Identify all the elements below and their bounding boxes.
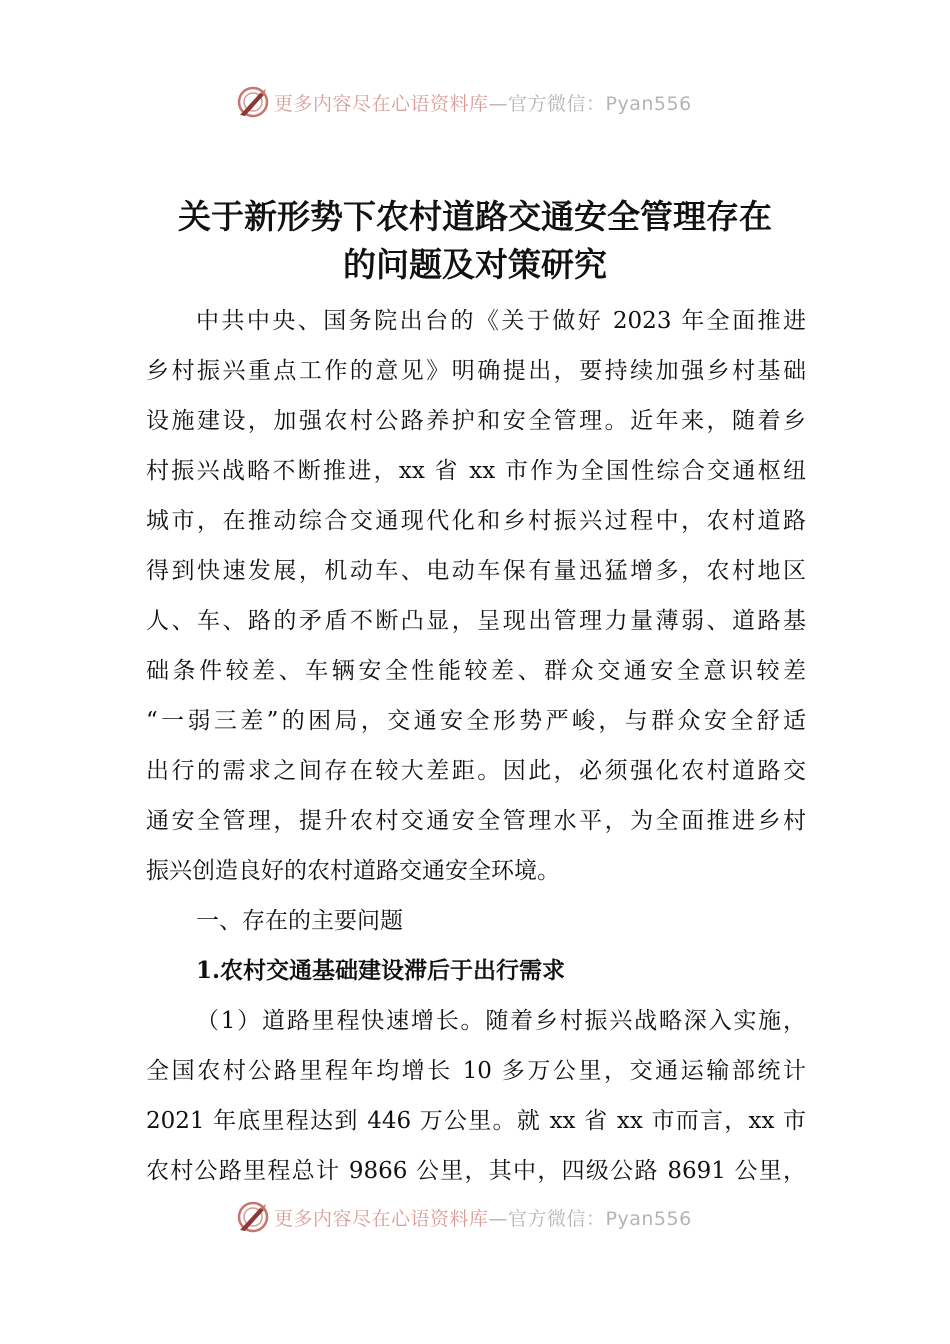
subsection-heading: 1.农村交通基础建设滞后于出行需求 — [196, 957, 566, 984]
watermark-grey-text: —官方微信：Pyan556 — [488, 1207, 692, 1230]
watermark-red-text: 更多内容尽在心语资料库 — [274, 92, 489, 115]
document-title — [0, 193, 950, 289]
intro-paragraph — [146, 296, 806, 896]
text-line: 人、车、路的矛盾不断凸显，呈现出管理力量薄弱、道路基 — [146, 608, 806, 634]
text-line: 村振兴战略不断推进，xx 省 xx 市作为全国性综合交通枢纽 — [146, 458, 806, 484]
body-paragraph — [146, 996, 806, 1196]
pen-logo-icon — [236, 1202, 270, 1234]
text-line: “一弱三差”的困局，交通安全形势严峻，与群众安全舒适 — [146, 708, 806, 734]
text-line: 础条件较差、车辆安全性能较差、群众交通安全意识较差 — [146, 658, 806, 684]
text-line: 得到快速发展，机动车、电动车保有量迅猛增多，农村地区 — [146, 558, 806, 584]
watermark-grey-text: —官方微信：Pyan556 — [488, 92, 692, 115]
watermark-text — [274, 1204, 692, 1231]
text-line: 振兴创造良好的农村道路交通安全环境。 — [146, 858, 560, 884]
text-line: 中共中央、国务院出台的《关于做好 2023 年全面推进 — [196, 308, 806, 334]
title-line-2: 的问题及对策研究 — [343, 245, 607, 284]
text-line: 乡村振兴重点工作的意见》明确提出，要持续加强乡村基础 — [146, 358, 806, 384]
text-line: 出行的需求之间存在较大差距。因此，必须强化农村道路交 — [146, 758, 806, 784]
text-line: 通安全管理，提升农村交通安全管理水平，为全面推进乡村 — [146, 808, 806, 834]
text-line: 全国农村公路里程年均增长 10 多万公里，交通运输部统计 — [146, 1058, 806, 1084]
text-line: 设施建设，加强农村公路养护和安全管理。近年来，随着乡 — [146, 408, 806, 434]
title-line-1: 关于新形势下农村道路交通安全管理存在 — [178, 197, 772, 236]
footer-watermark-banner — [236, 1202, 692, 1240]
text-line: 2021 年底里程达到 446 万公里。就 xx 省 xx 市而言，xx 市 — [146, 1108, 806, 1134]
watermark-red-text: 更多内容尽在心语资料库 — [274, 1207, 489, 1230]
header-watermark-banner — [236, 82, 692, 122]
text-line: （1）道路里程快速增长。随着乡村振兴战略深入实施， — [196, 1008, 806, 1034]
document-body — [146, 296, 806, 1196]
text-line: 城市，在推动综合交通现代化和乡村振兴过程中，农村道路 — [146, 508, 806, 534]
section-heading: 一、存在的主要问题 — [196, 908, 403, 934]
pen-logo-icon — [236, 85, 270, 119]
watermark-text — [274, 89, 692, 116]
text-line: 农村公路里程总计 9866 公里，其中，四级公路 8691 公里， — [146, 1158, 806, 1184]
